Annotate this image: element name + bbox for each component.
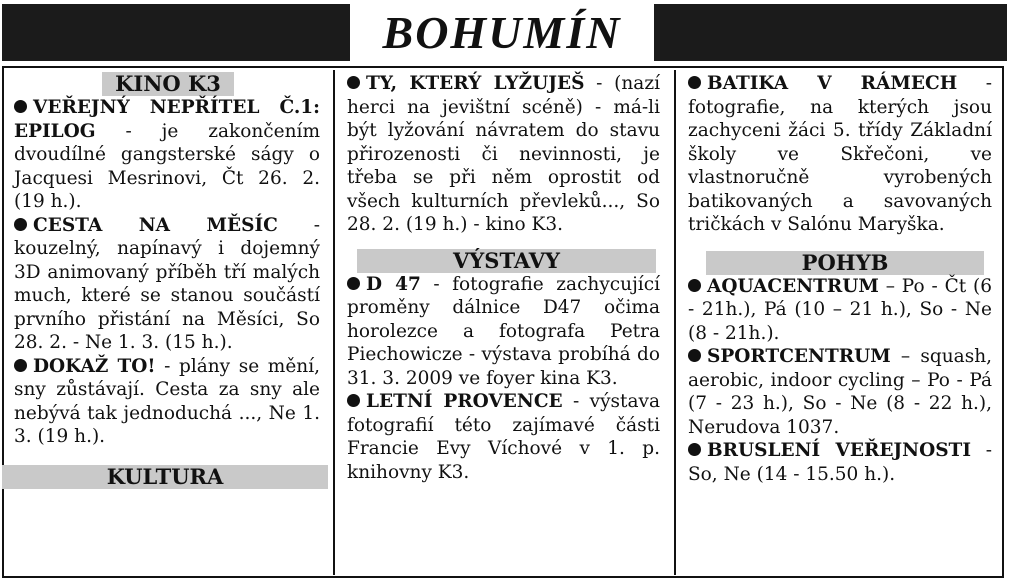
bullet-icon xyxy=(688,443,701,456)
article-title: CESTA NA MĚSÍC xyxy=(33,214,278,236)
article-title: VEŘEJNÝ NEPŘÍTEL Č.1: EPILOG xyxy=(14,97,320,142)
article-title: TY, KTERÝ LYŽUJEŠ xyxy=(366,73,585,94)
article-title: BATIKA V RÁMECH xyxy=(707,73,958,94)
section-heading-kino: KINO K3 xyxy=(102,72,234,96)
bullet-icon xyxy=(688,349,701,362)
article-item xyxy=(688,72,992,237)
article-item xyxy=(688,275,992,346)
bullet-icon xyxy=(14,218,27,231)
bullet-icon xyxy=(347,76,360,89)
column-3 xyxy=(688,72,992,486)
article-item xyxy=(347,72,660,237)
article-text: - plány se mění, sny zůstávají. Cesta za sny ale nebývá tak jednoduchá ..., Ne 1. 3. (19 h.). xyxy=(14,355,320,447)
article-item xyxy=(14,355,320,449)
article-item xyxy=(347,390,660,484)
bullet-icon xyxy=(14,359,27,372)
section-heading-pohyb: POHYB xyxy=(706,251,984,275)
article-text: – squash, aerobic, indoor cycling – Po - Pá (7 - 23 h.), So - Ne (8 - 22 h.), Nerudova 1037. xyxy=(688,346,992,438)
bullet-icon xyxy=(347,277,360,290)
article-item xyxy=(688,345,992,439)
article-text: - výstava fotografií této zajímavé části Francie Evy Víchové v 1. p. knihovny K3. xyxy=(347,391,660,483)
column-divider-1 xyxy=(333,70,335,575)
article-text: - So, Ne (14 - 15.50 h.). xyxy=(688,440,992,485)
section-heading-vystavy: VÝSTAVY xyxy=(357,249,656,273)
title-banner xyxy=(2,4,1007,61)
article-item xyxy=(14,214,320,355)
bullet-icon xyxy=(347,394,360,407)
article-title: BRUSLENÍ VEŘEJNOSTI xyxy=(707,440,971,461)
article-title: DOKAŽ TO! xyxy=(33,355,156,377)
article-text: - je zakončením dvoudílné gangsterské ságy o Jacquesi Mesrinovi, Čt 26. 2. (19 h.). xyxy=(14,120,320,212)
article-text: - (nazí herci na jevištní scéně) - má-li být lyžování návratem do stavu přirozenosti či nevinnosti, je třeba se při něm oprostit od všech kulturních převleků..., So 28. 2. (19 h.) - kino K3. xyxy=(347,73,660,235)
section-heading-kultura: KULTURA xyxy=(2,465,328,489)
column-2 xyxy=(347,72,660,484)
article-text: - fotografie zachycující proměny dálnice D47 očima horolezce a fotografa Petra Piechowicze - výstava probíhá do 31. 3. 2009 ve foyer kina K3. xyxy=(347,273,660,389)
article-item xyxy=(347,273,660,391)
article-title: AQUACENTRUM xyxy=(707,275,879,297)
article-title: D 47 xyxy=(366,273,421,295)
title-box xyxy=(350,4,654,61)
bullet-icon xyxy=(688,76,701,89)
article-item xyxy=(688,439,992,486)
article-title: SPORTCENTRUM xyxy=(707,346,891,367)
page-title: BOHUMÍN xyxy=(382,7,622,58)
bullet-icon xyxy=(14,100,27,113)
article-text: - kouzelný, napínavý i dojemný 3D animovaný příběh tří malých much, které se stanou součástí prvního přistání na Měsíci, So 28. 2. - Ne 1. 3. (15 h.). xyxy=(14,214,320,353)
article-title: LETNÍ PROVENCE xyxy=(366,391,563,412)
column-1 xyxy=(14,72,320,489)
article-text: – Po - Čt (6 - 21h.), Pá (10 – 21 h.), So - Ne (8 - 21h.). xyxy=(688,275,992,344)
article-text: - fotografie, na kterých jsou zachyceni žáci 5. třídy Základní školy ve Skřečoni, ve vlastnoručně vyrobených batikovaných a savovaných tričkách v Salónu Maryška. xyxy=(688,73,992,235)
bullet-icon xyxy=(688,279,701,292)
column-divider-2 xyxy=(674,70,676,575)
article-item xyxy=(14,96,320,214)
